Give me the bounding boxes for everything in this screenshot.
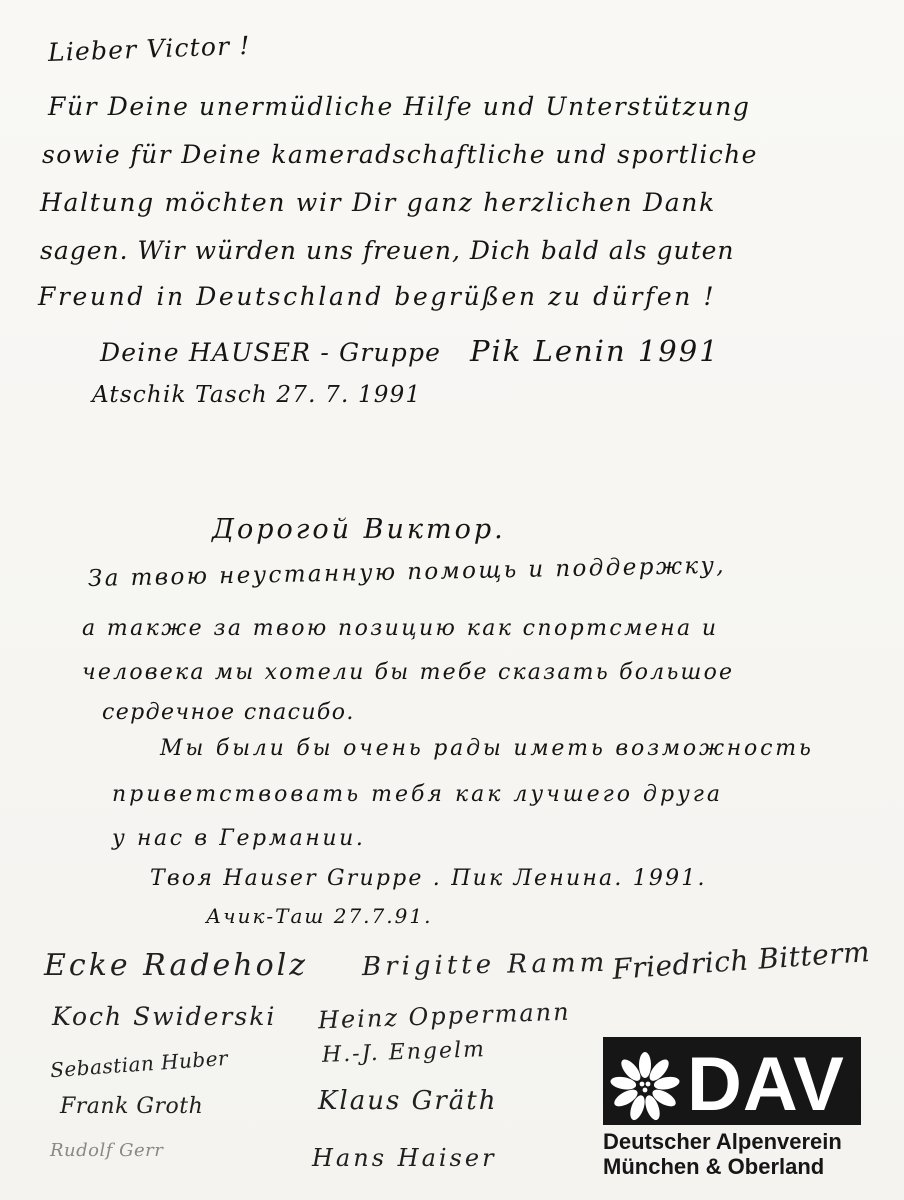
dav-logo-box [603, 1037, 861, 1125]
dav-logo-mark: DAV [687, 1042, 845, 1127]
edelweiss-icon [609, 1051, 681, 1123]
german-closing-place: Pik Lenin 1991 [470, 334, 720, 368]
dav-logo-line-2: München & Oberland [603, 1154, 825, 1179]
german-line-3: Haltung möchten wir Dir ganz herzlichen Dank [40, 188, 716, 217]
russian-place-date: Ачик-Таш 27.7.91. [206, 904, 433, 928]
russian-line-1: За твою неустанную помощь и поддержку, [87, 552, 727, 592]
russian-line-6: приветствовать тебя как лучшего друга [112, 782, 724, 807]
german-greeting: Lieber Victor ! [47, 30, 252, 67]
dav-logo [603, 1033, 865, 1183]
russian-greeting: Дорогой Виктор. [212, 514, 506, 545]
russian-line-5: Мы были бы очень рады иметь возможность [160, 736, 814, 761]
german-line-2: sowie für Deine kameradschaftliche und sportliche [42, 140, 758, 169]
german-line-4: sagen. Wir würden uns freuen, Dich bald als guten [40, 236, 735, 265]
german-line-5: Freund in Deutschland begrüßen zu dürfen ! [38, 282, 717, 311]
russian-line-2: а также за твою позицию как спортсмена и [82, 616, 719, 641]
signature-8: Frank Groth [60, 1094, 204, 1119]
german-line-1: Für Deine unermüdliche Hilfe und Unterstützung [48, 92, 751, 121]
russian-line-3: человека мы хотели бы тебе сказать большое [82, 660, 735, 685]
signature-9: Klaus Gräth [318, 1086, 498, 1116]
russian-line-7: у нас в Германии. [112, 826, 366, 851]
russian-line-4: сердечное спасибо. [102, 700, 355, 725]
signature-1: Ecke Radeholz [44, 948, 309, 983]
signature-6: Sebastian Huber [49, 1045, 229, 1083]
german-closing: Deine HAUSER - Gruppe [100, 338, 442, 367]
dav-logo-line-1: Deutscher Alpenverein [603, 1129, 842, 1154]
signature-3: Friedrich Bitterm [611, 935, 872, 986]
german-place-date: Atschik Tasch 27. 7. 1991 [92, 382, 422, 408]
signature-11: Hans Haiser [312, 1144, 497, 1172]
russian-closing: Твоя Hauser Gruppe . Пик Ленина. 1991. [150, 866, 707, 891]
signature-2: Brigitte Ramm [361, 947, 609, 983]
signature-7: H.-J. Engelm [321, 1037, 487, 1068]
signature-5: Heinz Oppermann [317, 997, 572, 1035]
signature-10: Rudolf Gerr [50, 1140, 164, 1161]
signature-4: Koch Swiderski [52, 1002, 277, 1031]
